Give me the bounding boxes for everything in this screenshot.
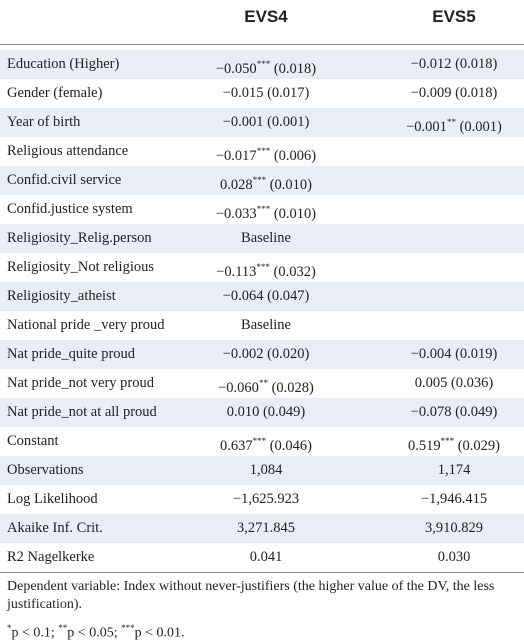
cell-evs5: −0.078 (0.049)	[410, 404, 498, 420]
column-header-evs4: EVS4	[244, 7, 288, 26]
row-label: Religiosity_Not religious	[7, 259, 155, 275]
table-row	[0, 108, 524, 137]
sig-level-3: p < 0.01.	[134, 625, 185, 641]
cell-evs5: −0.012 (0.018)	[410, 56, 498, 72]
row-label: Nat pride_not very proud	[7, 375, 154, 391]
table-row	[0, 485, 524, 514]
cell-evs4: 0.637*** (0.046)	[219, 436, 313, 454]
table-row	[0, 369, 524, 398]
cell-evs4: −0.033*** (0.010)	[215, 204, 317, 222]
sig-level-2: p < 0.05;	[67, 625, 122, 641]
cell-evs5	[384, 311, 524, 340]
cell-evs5: −0.001** (0.001)	[406, 117, 502, 135]
row-label: Nat pride_quite proud	[7, 346, 136, 362]
table-row	[0, 137, 524, 166]
cell-evs5: 0.005 (0.036)	[414, 375, 494, 391]
cell-evs5	[384, 195, 524, 224]
row-label: Constant	[7, 433, 59, 449]
table-row	[0, 543, 524, 572]
cell-evs4: Baseline	[241, 317, 291, 333]
row-label: Education (Higher)	[7, 56, 120, 72]
row-label: National pride _very proud	[7, 317, 165, 333]
row-label: Religious attendance	[7, 143, 129, 159]
cell-evs5: 1,174	[437, 462, 471, 478]
row-label: R2 Nagelkerke	[7, 549, 95, 565]
table-header	[0, 0, 524, 44]
cell-evs5	[384, 282, 524, 311]
row-label: Confid.justice system	[7, 201, 133, 217]
table-row	[0, 224, 524, 253]
cell-evs4: −0.060** (0.028)	[218, 378, 314, 396]
cell-evs5	[384, 253, 524, 282]
cell-evs4: 0.041	[249, 549, 283, 565]
row-label: Confid.civil service	[7, 172, 122, 188]
column-header-evs5: EVS5	[432, 7, 476, 26]
table-row	[0, 282, 524, 311]
row-label: Akaike Inf. Crit.	[7, 520, 103, 536]
table-row	[0, 398, 524, 427]
cell-evs4: −0.113*** (0.032)	[216, 262, 316, 280]
cell-evs5: −0.009 (0.018)	[410, 85, 498, 101]
cell-evs5	[384, 224, 524, 253]
table-row	[0, 50, 524, 79]
table-row	[0, 195, 524, 224]
sig-level-1: p < 0.1;	[11, 625, 59, 641]
row-label: Nat pride_not at all proud	[7, 404, 157, 420]
cell-evs4: 0.028*** (0.010)	[219, 175, 313, 193]
table-row	[0, 253, 524, 282]
dependent-variable-note: Dependent variable: Index without never-justifiers (the higher value of the DV, the less justification).	[7, 579, 495, 612]
cell-evs4: −0.002 (0.020)	[222, 346, 310, 362]
row-label: Observations	[7, 462, 84, 478]
cell-evs4: −0.017*** (0.006)	[215, 146, 317, 164]
row-label: Religiosity_Relig.person	[7, 230, 152, 246]
table-row	[0, 311, 524, 340]
cell-evs5: 0.519*** (0.029)	[407, 436, 501, 454]
table-row	[0, 427, 524, 456]
cell-evs4: 0.010 (0.049)	[226, 404, 306, 420]
cell-evs5	[384, 166, 524, 195]
cell-evs4: Baseline	[241, 230, 291, 246]
cell-evs5: 0.030	[437, 549, 471, 565]
row-label: Religiosity_atheist	[7, 288, 116, 304]
table-row	[0, 79, 524, 108]
significance-note: *p < 0.1; **p < 0.05; ***p < 0.01.	[7, 623, 185, 641]
cell-evs5: −1,946.415	[420, 491, 488, 507]
cell-evs4: −0.050*** (0.018)	[215, 59, 317, 77]
footer-rule	[0, 572, 524, 573]
cell-evs4: −0.064 (0.047)	[222, 288, 310, 304]
table-row	[0, 456, 524, 485]
row-label: Gender (female)	[7, 85, 103, 101]
cell-evs5: 3,910.829	[425, 520, 483, 536]
cell-evs5	[384, 137, 524, 166]
cell-evs4: 3,271.845	[237, 520, 295, 536]
header-rule	[0, 44, 524, 45]
cell-evs4: −0.001 (0.001)	[222, 114, 310, 130]
row-label: Year of birth	[7, 114, 81, 130]
table-row	[0, 166, 524, 195]
cell-evs4: 1,084	[249, 462, 283, 478]
cell-evs4: −0.015 (0.017)	[222, 85, 310, 101]
cell-evs5: −0.004 (0.019)	[410, 346, 498, 362]
cell-evs4: −1,625.923	[232, 491, 300, 507]
table-row	[0, 340, 524, 369]
row-label: Log Likelihood	[7, 491, 98, 507]
table-row	[0, 514, 524, 543]
